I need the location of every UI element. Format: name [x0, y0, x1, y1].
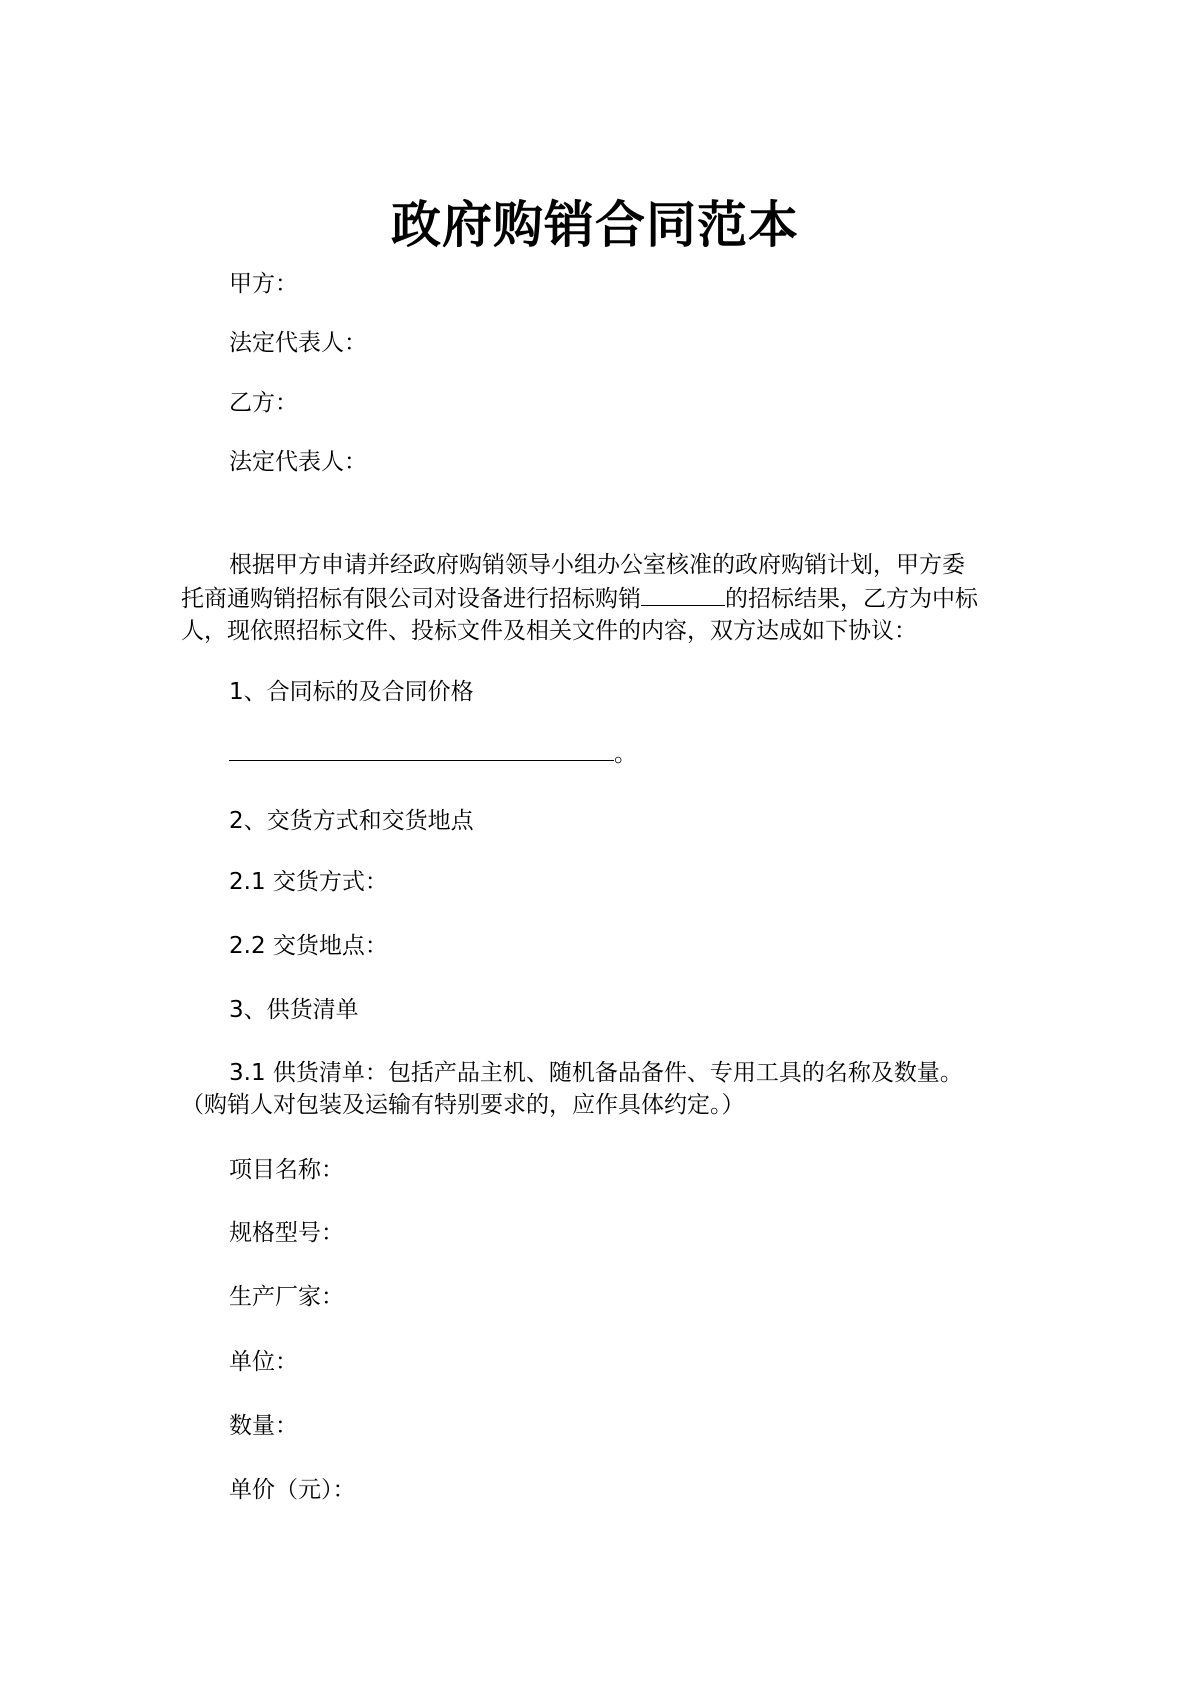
intro-line-2-prefix: 托商通购销招标有限公司对设备进行招标购销 — [181, 586, 641, 612]
bid-number-blank — [641, 581, 725, 606]
contract-price-line — [229, 736, 637, 770]
delivery-method-label: 2.1 交货方式： — [229, 869, 388, 895]
supply-list-line-1: 3.1 供货清单：包括产品主机、随机备品备件、专用工具的名称及数量。 — [229, 1060, 963, 1086]
intro-line-2 — [181, 581, 1021, 615]
party-a-representative-label: 法定代表人： — [229, 330, 367, 356]
party-b-label: 乙方： — [229, 390, 298, 416]
spec-model-label: 规格型号： — [229, 1220, 344, 1246]
supply-list-paragraph — [181, 1057, 1021, 1121]
manufacturer-label: 生产厂家： — [229, 1284, 344, 1310]
quantity-label: 数量： — [229, 1413, 298, 1439]
intro-line-3: 人，现依照招标文件、投标文件及相关文件的内容，双方达成如下协议： — [181, 618, 917, 644]
supply-list-line-2: （购销人对包装及运输有特别要求的，应作具体约定。） — [181, 1092, 745, 1118]
intro-line-2-suffix: 的招标结果，乙方为中标 — [725, 586, 978, 612]
section-2-heading: 2、交货方式和交货地点 — [229, 808, 474, 834]
intro-line-1: 根据甲方申请并经政府购销领导小组办公室核准的政府购销计划，甲方委 — [229, 552, 965, 578]
contract-price-period: 。 — [614, 741, 637, 767]
contract-price-blank — [229, 736, 614, 761]
party-b-representative-label: 法定代表人： — [229, 449, 367, 475]
document-title: 政府购销合同范本 — [391, 196, 799, 254]
delivery-place-label: 2.2 交货地点： — [229, 933, 388, 959]
party-a-label: 甲方： — [229, 271, 298, 297]
project-name-label: 项目名称： — [229, 1157, 344, 1183]
section-3-heading: 3、供货清单 — [229, 997, 359, 1023]
intro-paragraph — [181, 549, 1021, 647]
section-1-heading: 1、合同标的及合同价格 — [229, 679, 474, 705]
unit-price-label: 单价（元）： — [229, 1477, 356, 1503]
unit-label: 单位： — [229, 1349, 298, 1375]
